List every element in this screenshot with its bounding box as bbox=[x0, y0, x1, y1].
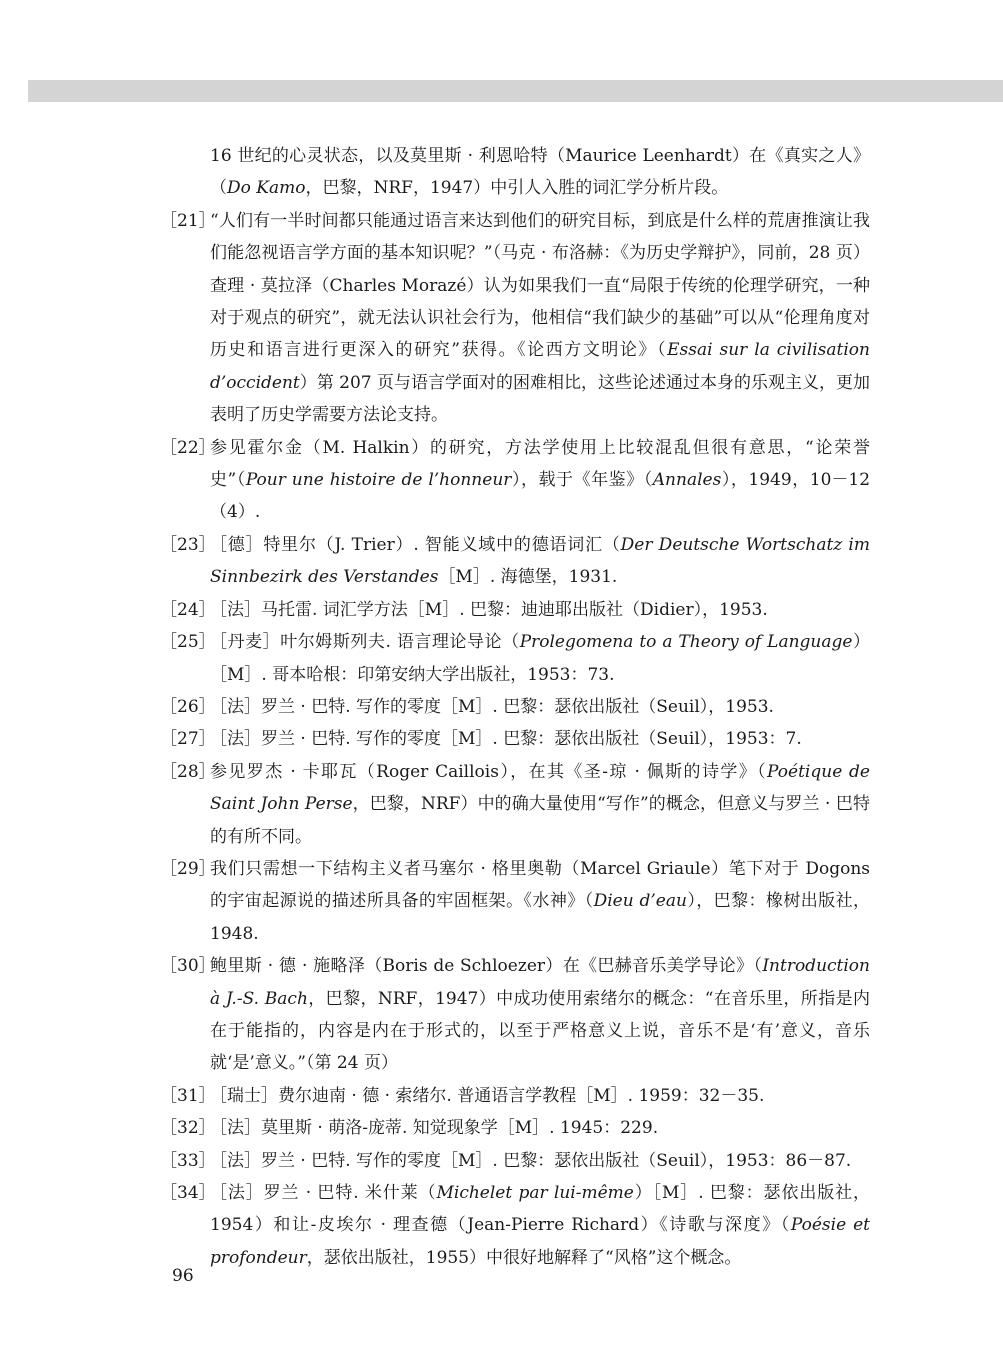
note-number: ［22］ bbox=[160, 437, 216, 458]
note-24 bbox=[160, 594, 870, 626]
note-number: ［21］ bbox=[160, 210, 216, 231]
note-number: ［33］ bbox=[160, 1150, 216, 1171]
page-number: 96 bbox=[172, 1266, 194, 1286]
note-text-italic: Introduction à J.-S. Bach bbox=[210, 956, 870, 1009]
note-text-italic: Essai sur la civilisation d’occident bbox=[210, 340, 870, 393]
note-33 bbox=[160, 1145, 870, 1177]
note-text: ［法］罗兰 · 巴特. 米什莱（ bbox=[210, 1183, 437, 1203]
note-text: ［法］马托雷. 词汇学方法［M］. 巴黎：迪迪耶出版社（Didier），1953. bbox=[210, 599, 768, 620]
header-bar bbox=[28, 80, 1003, 102]
note-text: 参见霍尔金（M. Halkin）的研究，方法学使用上比较混乱但很有意思，“论荣誉史”（ bbox=[210, 437, 870, 491]
note-text: ）［M］. 巴黎：瑟依出版社，1954）和让-皮埃尔 · 理查德（Jean-Pierre Richard）《诗歌与深度》（ bbox=[210, 1183, 870, 1236]
note-26 bbox=[160, 691, 870, 723]
note-28 bbox=[160, 756, 870, 853]
note-number: ［24］ bbox=[160, 599, 216, 620]
note-body bbox=[210, 432, 870, 529]
note-22 bbox=[160, 432, 870, 529]
note-25 bbox=[160, 626, 870, 691]
note-body bbox=[210, 594, 870, 626]
note-text: ［法］罗兰 · 巴特. 写作的零度［M］. 巴黎：瑟依出版社（Seuil），1953：7. bbox=[210, 729, 802, 750]
note-text-italic: Prolegomena to a Theory of Language bbox=[519, 632, 853, 653]
note-number: ［27］ bbox=[160, 729, 216, 750]
note-number: ［30］ bbox=[160, 956, 216, 977]
note-text: ），载于《年鉴》（ bbox=[511, 470, 653, 491]
note-body bbox=[210, 1080, 870, 1112]
note-number: ［26］ bbox=[160, 696, 216, 717]
note-text: 我们只需想一下结构主义者马塞尔 · 格里奥勒（Marcel Griaule）笔下对于 Dogons 的宇宙起源说的描述所具备的牢固框架。《水神》（ bbox=[210, 858, 870, 912]
note-number: ［28］ bbox=[160, 761, 216, 782]
note-34 bbox=[160, 1177, 870, 1274]
note-body bbox=[210, 529, 870, 594]
note-text-italic: Dieu d’eau bbox=[593, 891, 687, 912]
note-body bbox=[210, 691, 870, 723]
note-text-italic: Annales bbox=[652, 470, 722, 491]
note-number: ［23］ bbox=[160, 534, 216, 555]
note-body bbox=[210, 1112, 870, 1144]
note-text: ），1949，10－12（4）. bbox=[210, 470, 871, 523]
note-text: ［瑞士］费尔迪南 · 德 · 索绪尔. 普通语言学教程［M］. 1959：32－35. bbox=[210, 1085, 765, 1106]
note-text-italic: Michelet par lui-même bbox=[436, 1183, 634, 1203]
note-30 bbox=[160, 950, 870, 1080]
note-text: ［法］罗兰 · 巴特. 写作的零度［M］. 巴黎：瑟依出版社（Seuil），1953. bbox=[210, 696, 774, 717]
note-32 bbox=[160, 1112, 870, 1144]
note-text: ，瑟依出版社，1955）中很好地解释了“风格”这个概念。 bbox=[306, 1247, 742, 1268]
note-text: ，巴黎，NRF，1947）中成功使用索绪尔的概念：“在音乐里，所指是内在于能指的，内容是内在于形式的，以至于严格意义上说，音乐不是‘有’意义，音乐就‘是’意义。”（第 24 页） bbox=[210, 988, 870, 1074]
note-body bbox=[210, 140, 870, 205]
note-text-italic: Do Kamo bbox=[227, 178, 306, 199]
footnotes bbox=[160, 140, 870, 1274]
note-31 bbox=[160, 1080, 870, 1112]
note-text-italic: Pour une histoire de l’honneur bbox=[245, 470, 512, 491]
note-23 bbox=[160, 529, 870, 594]
note-body bbox=[210, 756, 870, 853]
note-number: ［31］ bbox=[160, 1085, 216, 1106]
note-number: ［25］ bbox=[160, 632, 216, 653]
note-text: ），巴黎：橡树出版社，1948. bbox=[210, 891, 871, 944]
note-body bbox=[210, 205, 870, 432]
note-text: 鲍里斯 · 德 · 施略泽（Boris de Schloezer）在《巴赫音乐美学导论》（ bbox=[210, 956, 763, 977]
note-text: ［法］罗兰 · 巴特. 写作的零度［M］. 巴黎：瑟依出版社（Seuil），1953：86－87. bbox=[210, 1150, 852, 1171]
note-text: ，巴黎，NRF，1947）中引人入胜的词汇学分析片段。 bbox=[305, 178, 729, 199]
note-body bbox=[210, 1177, 870, 1274]
note-text: ，巴黎，NRF）中的确大量使用“写作”的概念，但意义与罗兰 · 巴特的有所不同。 bbox=[210, 794, 871, 847]
note-number: ［29］ bbox=[160, 858, 216, 879]
note-body bbox=[210, 853, 870, 950]
note-text: ［丹麦］叶尔姆斯列夫. 语言理论导论（ bbox=[210, 632, 520, 653]
note-text-italic: Poésie et profondeur bbox=[210, 1215, 870, 1268]
note-text: ［M］. 海德堡，1931. bbox=[438, 567, 618, 588]
note-21 bbox=[160, 205, 870, 432]
note-text: “人们有一半时间都只能通过语言来达到他们的研究目标，到底是什么样的荒唐推演让我们能忽视语言学方面的基本知识呢？”（马克 · 布洛赫：《为历史学辩护》，同前，28 页）查理 · 莫拉泽（Charles Morazé）认为如果我们一直“局限于传统的伦理学研究，一种对于观点的研究”，就无法认识社会行为，他相信“我们缺少的基础”可以从“伦理角度对历史和语言进行更深入的研究”获得。《论西方文明论》（ bbox=[210, 210, 870, 361]
note-text: ［德］特里尔（J. Trier）. 智能义域中的德语词汇（ bbox=[210, 534, 621, 555]
note-text-italic: Poétique de Saint John Perse bbox=[210, 761, 870, 815]
note-text: 参见罗杰 · 卡耶瓦（Roger Caillois），在其《圣-琼 · 佩斯的诗学》（ bbox=[210, 761, 768, 782]
note-text: ）第 207 页与语言学面对的困难相比，这些论述通过本身的乐观主义，更加表明了历史学需要方法论支持。 bbox=[210, 372, 870, 426]
note-number: ［34］ bbox=[160, 1183, 216, 1203]
note-number: ［32］ bbox=[160, 1118, 216, 1139]
note-27 bbox=[160, 723, 870, 755]
note-text-italic: Der Deutsche Wortschatz im Sinnbezirk des Verstandes bbox=[210, 534, 870, 588]
note-text: ）［M］. 哥本哈根：印第安纳大学出版社，1953：73. bbox=[210, 632, 871, 685]
note-body bbox=[210, 950, 870, 1080]
note-body bbox=[210, 1145, 870, 1177]
note-body bbox=[210, 723, 870, 755]
note-29 bbox=[160, 853, 870, 950]
note-continuation bbox=[160, 140, 870, 205]
note-text: 16 世纪的心灵状态，以及莫里斯 · 利恩哈特（Maurice Leenhardt）在《真实之人》（ bbox=[210, 146, 870, 199]
note-text: ［法］莫里斯 · 萌洛-庞蒂. 知觉现象学［M］. 1945：229. bbox=[210, 1118, 659, 1139]
note-body bbox=[210, 626, 870, 691]
